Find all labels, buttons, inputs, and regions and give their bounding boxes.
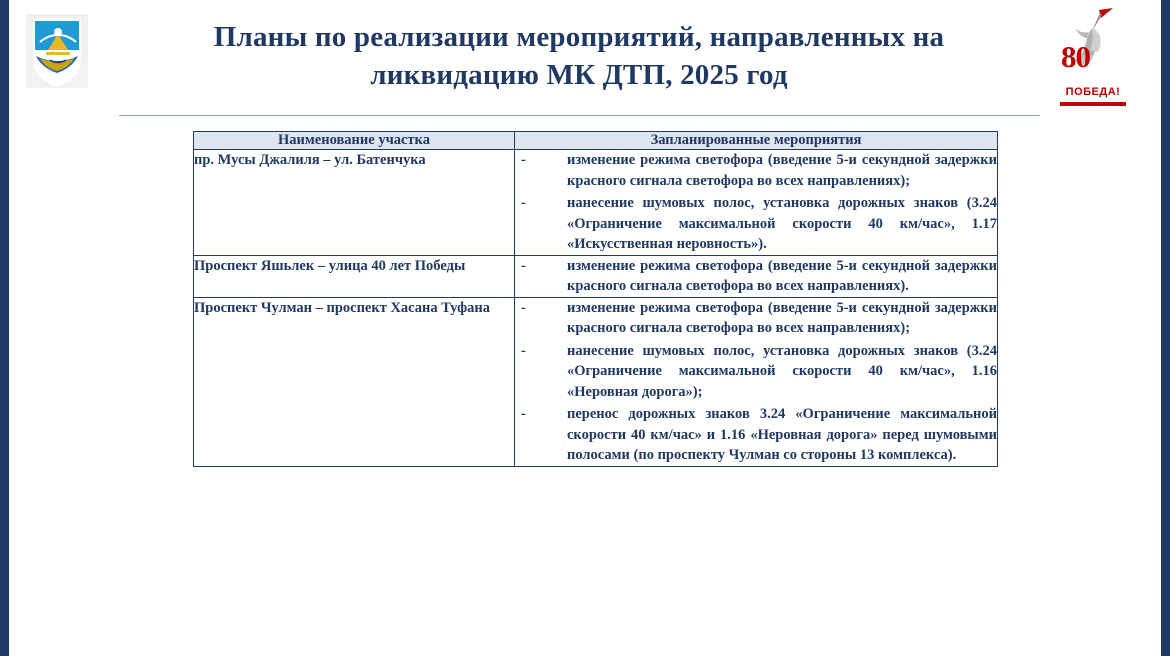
plan-table: [193, 131, 998, 467]
list-item: [515, 193, 997, 255]
column-header-section: Наименование участка: [194, 132, 515, 150]
measure-text: изменение режима светофора (введение 5-и секундной задержки красного сигнала светофора во всех направлениях).: [567, 257, 997, 294]
bullet-dash: -: [521, 257, 526, 274]
bullet-dash: -: [521, 406, 526, 422]
section-name-cell: пр. Мусы Джалиля – ул. Батенчука: [194, 150, 515, 256]
measures-cell: [515, 255, 998, 297]
section-name-cell: Проспект Чулман – проспект Хасана Туфана: [194, 297, 515, 466]
victory-number: 80: [1061, 39, 1090, 74]
slide-header: [9, 0, 1161, 122]
section-name-cell: Проспект Яшьлек – улица 40 лет Победы: [194, 255, 515, 297]
title-divider: [119, 115, 1040, 116]
measure-text: изменение режима светофора (введение 5-и секундной задержки красного сигнала светофора во всех направлениях);: [567, 152, 997, 189]
list-item: [515, 298, 997, 339]
measures-list: [515, 150, 997, 255]
page-title-line-1: Планы по реализации мероприятий, направленных на: [213, 21, 945, 53]
table-row: [194, 255, 998, 297]
measures-list: [515, 256, 997, 297]
bullet-dash: -: [521, 195, 526, 211]
list-item: [515, 404, 997, 466]
plan-table-container: [193, 131, 997, 467]
page-title-line-2: ликвидацию МК ДТП, 2025 год: [370, 59, 788, 91]
bullet-dash: -: [521, 152, 526, 168]
page-title: [119, 18, 1039, 94]
right-edge-band: [1161, 0, 1170, 656]
measure-text: перенос дорожных знаков 3.24 «Ограничение максимальной скорости 40 км/час» и 1.16 «Неровная дорога» перед шумовыми полосами (по проспекту Чулман со стороны 13 комплекса).: [567, 406, 997, 463]
column-header-measures: Запланированные мероприятия: [515, 132, 998, 150]
bullet-dash: -: [521, 299, 526, 316]
victory-80-badge: [1059, 6, 1131, 110]
table-row: [194, 150, 998, 256]
list-item: [515, 341, 997, 403]
measures-cell: [515, 297, 998, 466]
victory-word: ПОБЕДА!: [1065, 86, 1121, 98]
measures-list: [515, 298, 997, 466]
measure-text: изменение режима светофора (введение 5-и секундной задержки красного сигнала светофора во всех направлениях);: [567, 299, 997, 336]
measure-text: нанесение шумовых полос, установка дорожных знаков (3.24 «Ограничение максимальной скорости 40 км/час», 1.16 «Неровная дорога»);: [567, 342, 997, 400]
measure-text: нанесение шумовых полос, установка дорожных знаков (3.24 «Ограничение максимальной скорости 40 км/час», 1.17 «Искусственная неровность»).: [567, 195, 997, 252]
list-item: [515, 256, 997, 297]
table-row: [194, 297, 998, 466]
list-item: [515, 150, 997, 191]
left-edge-band: [0, 0, 9, 656]
measures-cell: [515, 150, 998, 256]
table-header-row: [194, 132, 998, 150]
bullet-dash: -: [521, 342, 526, 359]
city-coat-of-arms-icon: [26, 14, 88, 88]
victory-bar: [1060, 102, 1126, 106]
